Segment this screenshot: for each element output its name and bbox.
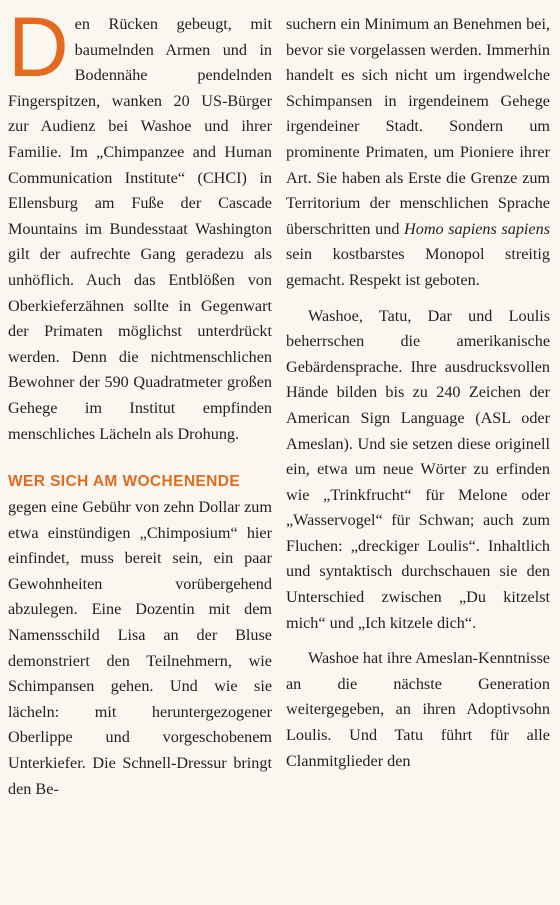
body-paragraph: Washoe hat ihre Ameslan-Kenntnisse an die nächste Generation weitergegeben, an ihren Adoptivsohn Loulis. Und Tatu führt für alle Clanmitglieder den [286,649,550,770]
intro-text: en Rücken gebeugt, mit baumelnden Armen und in Bodennähe pendelnden Fingerspitzen, wanken 20 US-Bürger zur Audienz bei Washoe und ihrer Familie. Im „Chimpanzee and Human Communication Institute“ (CHCI) in Ellensburg am Fuße der Cascade Mountains im Bundesstaat Washington gilt der aufrechte Gang geradezu als unhöflich. Auch das Entblößen von Oberkieferzähnen sollte in Gegenwart der Primaten möglichst unterdrückt werden. Denn die nichtmenschlichen Bewohner der 590 Quadratmeter großen Gehege im Institut empfinden menschliches Lächeln als Drohung. [8,15,272,443]
left-column [8,0,272,905]
body-paragraph [286,12,550,294]
body-paragraph: Washoe, Tatu, Dar und Loulis beherrschen die amerikanische Gebärdensprache. Ihre ausdrucksvollen Hände bilden bis zu 240 Zeichen der American Sign Language (ASL oder Ameslan). Und sie setzen diese originell ein, etwa um neue Wörter zu erfinden wie „Trinkfrucht“ für Melone oder „Wasservogel“ für Schwan; auch zum Fluchen: „dreckiger Loulis“. Inhaltlich und syntaktisch durchschauen sie den Unterschied zwischen „Du kitzelst mich“ und „Ich kitzele dich“. [286,306,550,632]
drop-cap: D [8,0,69,94]
text-run: suchern ein Minimum an Benehmen bei, bevor sie vorgelassen werden. Immerhin handelt es sich nicht um irgendwelche Schimpansen in irgendeinem Gehege irgendeiner Stadt. Sondern um prominente Primaten, um Pioniere ihrer Art. Sie haben als Erste die Grenze zum Territorium der menschlichen Sprache überschritten und [286,15,550,238]
text-run: sein kostbarstes Monopol streitig gemacht. Respekt ist geboten. [286,245,550,289]
intro-paragraph [8,0,272,447]
section-subhead: WER SICH AM WOCHENENDE [8,473,241,491]
species-name: Homo sapiens sapiens [404,219,550,238]
body-paragraph: gegen eine Gebühr von zehn Dollar zum etwa einstündigen „Chimposium“ hier einfindet, muss bereit sein, ein paar Gewohnheiten vorübergehend abzulegen. Eine Dozentin mit dem Namensschild Lisa an der Bluse demonstriert den Teilnehmern, wie Schimpansen gehen. Und wie sie lächeln: mit heruntergezogener Oberlippe und vorgeschobenem Unterkiefer. Die Schnell-Dressur bringt den Be- [8,498,272,798]
right-column [286,12,550,905]
